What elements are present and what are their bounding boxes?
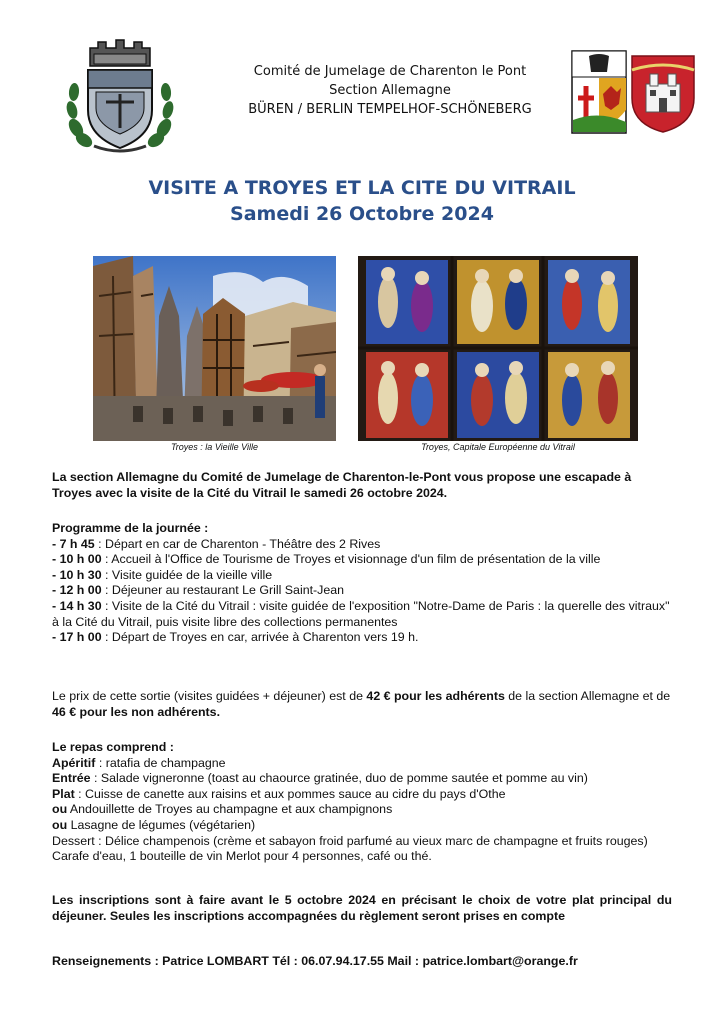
troyes-old-town-photo [93, 256, 336, 441]
berlin-tempelhof-schoeneberg-coat-of-arms [630, 50, 696, 134]
meal-entree: Entrée : Salade vigneronne (toast au chaource gratinée, duo de pomme sautée et pomme au vin) [52, 771, 588, 786]
price-paragraph: Le prix de cette sortie (visites guidées + déjeuner) est de 42 € pour les adhérents de la section Allemagne et de 46 € pour les non adhérents. [52, 689, 671, 719]
registration-paragraph: Les inscriptions sont à faire avant le 5 octobre 2024 en précisant le choix de votre plat principal du déjeuner. Seules les inscriptions accompagnées du règlement seront prises en compte [52, 893, 672, 923]
right-photo-caption: Troyes, Capitale Européenne du Vitrail [421, 442, 575, 452]
non-member-price: 46 € pour les non adhérents. [52, 704, 221, 719]
meal-heading: Le repas comprend : [52, 740, 174, 754]
meal-drinks: Carafe d'eau, 1 bouteille de vin Merlot pour 4 personnes, café ou thé. [52, 849, 432, 864]
programme-item: - 10 h 30 : Visite guidée de la vieille ville [52, 567, 273, 582]
contact-line: Renseignements : Patrice LOMBART Tél : 06.07.94.17.55 Mail : patrice.lombart@orange.fr [52, 954, 578, 968]
programme-item: - 17 h 00 : Départ de Troyes en car, arrivée à Charenton vers 19 h. [52, 630, 419, 645]
meal-main: Plat : Cuisse de canette aux raisins et aux pommes sauce au cidre du pays d'Othe [52, 786, 506, 801]
meal-dessert: Dessert : Délice champenois (crème et sabayon froid parfumé au vieux marc de champagne et fruits rouges) [52, 833, 648, 848]
intro-paragraph: La section Allemagne du Comité de Jumelage de Charenton-le-Pont vous propose une escapade à Troyes avec la visite de la Cité du Vitrail le samedi 26 octobre 2024. [52, 470, 632, 500]
stained-glass-photo [358, 256, 638, 441]
meal-aperitif: Apéritif : ratafia de champagne [52, 755, 226, 770]
left-photo-caption: Troyes : la Vieille Ville [170, 442, 259, 452]
programme-item: - 12 h 00 : Déjeuner au restaurant Le Grill Saint-Jean [52, 583, 345, 598]
meal-main-option: ou Andouillette de Troyes au champagne et aux champignons [52, 802, 393, 817]
member-price: 42 € pour les adhérents [366, 689, 505, 703]
meal-section [52, 740, 672, 865]
meal-main-option: ou Lasagne de légumes (végétarien) [52, 817, 256, 832]
org-line-3: BÜREN / BERLIN TEMPELHOF-SCHÖNEBERG [248, 102, 532, 117]
programme-item: - 14 h 30 : Visite de la Cité du Vitrail : visite guidée de l'exposition "Notre-Dame de Paris : la querelle des vitraux" à la Cité du Vitrail, puis visite libre des collections permanentes [52, 598, 670, 629]
buren-coat-of-arms [571, 50, 627, 134]
programme-heading: Programme de la journée : [52, 521, 209, 535]
org-line-2: Section Allemagne [329, 83, 451, 98]
programme-item: - 7 h 45 : Départ en car de Charenton - Théâtre des 2 Rives [52, 536, 381, 551]
programme-section [52, 521, 672, 646]
event-date: Samedi 26 Octobre 2024 [230, 203, 494, 225]
org-line-1: Comité de Jumelage de Charenton le Pont [253, 64, 527, 79]
charenton-coat-of-arms [60, 36, 180, 154]
programme-item: - 10 h 00 : Accueil à l'Office de Tourisme de Troyes et visionnage d'un film de présentation de la ville [52, 552, 601, 567]
page-title: VISITE A TROYES ET LA CITE DU VITRAIL [148, 177, 576, 199]
